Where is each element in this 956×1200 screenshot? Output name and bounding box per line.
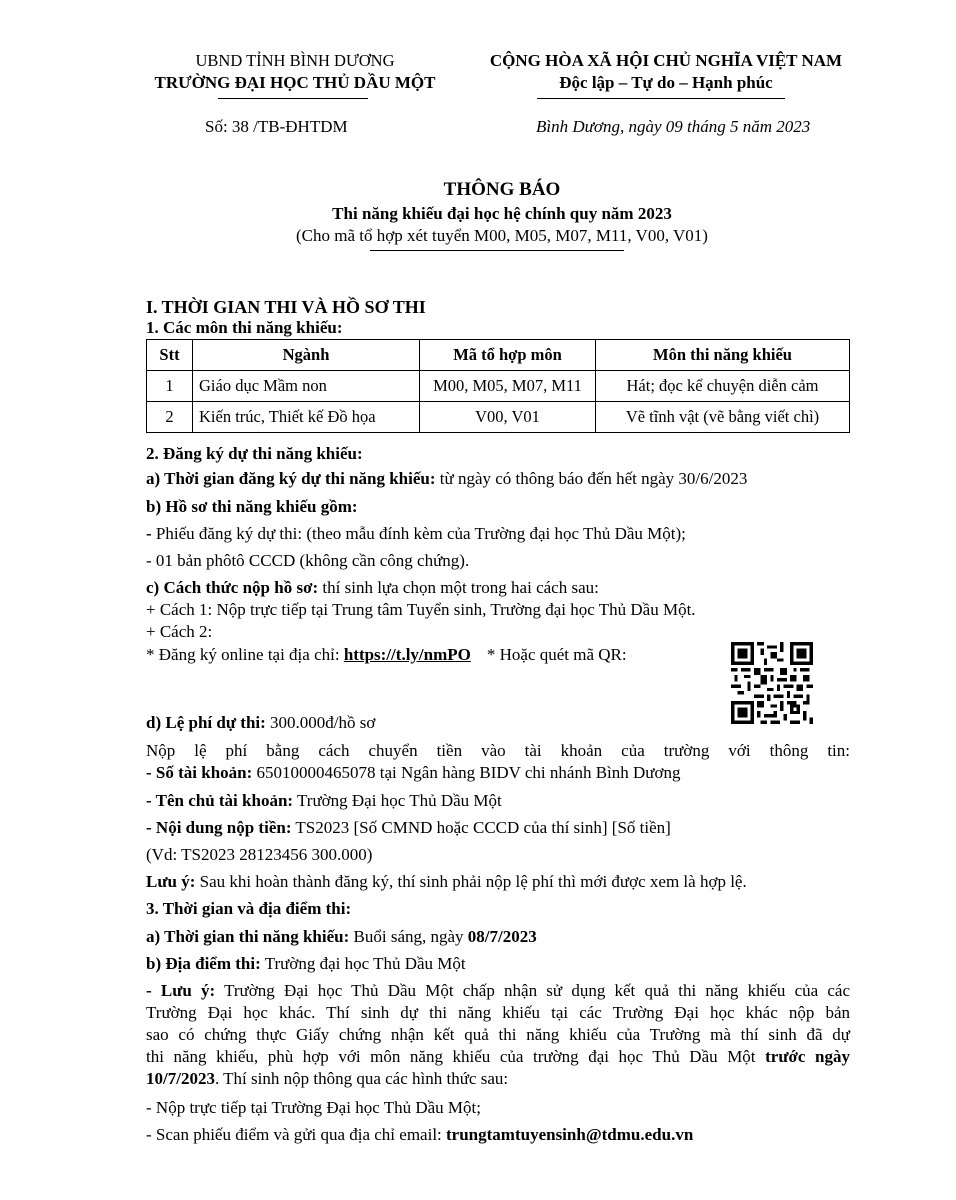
document-number: Số: 38 /TB-ĐHTDM: [205, 117, 348, 136]
cell-subject: Vẽ tĩnh vật (vẽ bằng viết chì): [596, 402, 850, 433]
document-subtitle: Thi năng khiếu đại học hệ chính quy năm 2023: [332, 204, 672, 223]
deadline-prefix: trước ngày: [765, 1047, 851, 1066]
registration-period-label: a) Thời gian đăng ký dự thi năng khiếu:: [146, 469, 436, 488]
issuer-university: TRƯỜNG ĐẠI HỌC THỦ DẦU MỘT: [154, 73, 436, 92]
acceptance-note-line: Trường Đại học khác. Thí sinh dự thi năng khiếu tại các Trường Đại học khác nộp bản: [146, 1003, 850, 1022]
acceptance-note-text: Trường Đại học Thủ Dầu Một chấp nhận sử dụng kết quả thi năng khiếu của các: [215, 981, 850, 1000]
acceptance-note-text: . Thí sinh nộp thông qua các hình thức sau:: [214, 1069, 509, 1088]
acceptance-note-line: sao có chứng thực Giấy chứng nhận kết quả thi năng khiếu của Trường mà thí sinh đã dự: [146, 1025, 850, 1044]
subsection-exam-time-place: 3. Thời gian và địa điểm thi:: [146, 899, 352, 918]
bank-account: [146, 762, 858, 784]
national-motto-block: [466, 50, 866, 94]
submission-way-2: + Cách 2:: [146, 622, 213, 641]
fee-line: [146, 712, 858, 734]
cell-combination: V00, V01: [420, 402, 596, 433]
cell-major: Giáo dục Mầm non: [193, 371, 420, 402]
submission-method: [146, 577, 858, 599]
payment-note: [146, 871, 858, 893]
bank-account-text: 65010000465078 tại Ngân hàng BIDV chi nhánh Bình Dương: [252, 763, 681, 782]
online-registration-prefix: * Đăng ký online tại địa chỉ:: [146, 645, 344, 664]
exam-date: 08/7/2023: [467, 927, 537, 946]
transfer-content: [146, 817, 858, 839]
fee-instructions: Nộp lệ phí bằng cách chuyển tiền vào tài khoản của trường với thông tin:: [146, 741, 850, 760]
deadline-date: 10/7/2023: [146, 1069, 215, 1088]
cell-subject: Hát; đọc kể chuyện diễn cảm: [596, 371, 850, 402]
national-title: CỘNG HÒA XÃ HỘI CHỦ NGHĨA VIỆT NAM: [489, 51, 843, 70]
national-motto: Độc lập – Tự do – Hạnh phúc: [559, 73, 773, 92]
exam-place-label: b) Địa điểm thi:: [146, 954, 261, 973]
subjects-table: [146, 339, 850, 433]
payment-note-text: Sau khi hoàn thành đăng ký, thí sinh phải nộp lệ phí thì mới được xem là hợp lệ.: [195, 872, 747, 891]
email-address-link[interactable]: trungtamtuyensinh@tdmu.edu.vn: [446, 1125, 694, 1144]
submission-way-1: + Cách 1: Nộp trực tiếp tại Trung tâm Tuyển sinh, Trường đại học Thủ Dầu Một.: [146, 600, 696, 619]
submission-email-text: - Scan phiếu điểm và gửi qua địa chỉ email:: [146, 1125, 447, 1144]
payment-note-label: Lưu ý:: [146, 872, 196, 891]
issuer-block: [140, 50, 450, 94]
account-owner-label: - Tên chủ tài khoản:: [146, 791, 294, 810]
col-header-combination: Mã tổ hợp môn: [420, 340, 596, 371]
submission-email: [146, 1124, 858, 1146]
col-header-subject: Môn thi năng khiếu: [596, 340, 850, 371]
exam-time-label: a) Thời gian thi năng khiếu:: [146, 927, 350, 946]
cell-stt: 1: [147, 371, 193, 402]
document-title: THÔNG BÁO: [443, 179, 561, 200]
dossier-item: [146, 523, 858, 545]
subsection-subjects: 1. Các môn thi năng khiếu:: [146, 318, 343, 337]
table-row: [147, 402, 850, 433]
dossier-item-text: Phiếu đăng ký dự thi: (theo mẫu đính kèm của Trường đại học Thủ Dầu Một);: [151, 524, 686, 543]
registration-period: [146, 468, 858, 490]
motto-underline: [537, 98, 785, 99]
transfer-example: (Vd: TS2023 28123456 300.000): [146, 845, 373, 864]
issuer-underline: [218, 98, 368, 99]
issuer-province: UBND TỈNH BÌNH DƯƠNG: [195, 51, 395, 70]
fee-label: d) Lệ phí dự thi:: [146, 713, 266, 732]
registration-link[interactable]: https://t.ly/nmPO: [343, 645, 471, 664]
table-header-row: [147, 340, 850, 371]
col-header-major: Ngành: [193, 340, 420, 371]
submission-direct: - Nộp trực tiếp tại Trường Đại học Thủ Dầu Một;: [146, 1098, 481, 1117]
title-underline: [370, 250, 624, 251]
cell-stt: 2: [147, 402, 193, 433]
submission-method-text: thí sinh lựa chọn một trong hai cách sau:: [318, 578, 599, 597]
submission-method-label: c) Cách thức nộp hồ sơ:: [146, 578, 319, 597]
acceptance-note-line: [146, 980, 850, 1002]
acceptance-note-label: - Lưu ý:: [146, 981, 216, 1000]
qr-instruction: * Hoặc quét mã QR:: [486, 645, 627, 664]
col-header-stt: Stt: [147, 340, 193, 371]
exam-place: [146, 953, 858, 975]
acceptance-note-line: [146, 1068, 858, 1090]
document-scope-note: (Cho mã tổ hợp xét tuyển M00, M05, M07, M11, V00, V01): [296, 226, 708, 245]
dossier-heading: b) Hồ sơ thi năng khiếu gồm:: [146, 497, 358, 516]
exam-time: [146, 926, 858, 948]
fee-amount: 300.000đ/hồ sơ: [265, 713, 376, 732]
exam-place-text: Trường đại học Thủ Dầu Một: [260, 954, 466, 973]
account-owner: [146, 790, 858, 812]
dossier-item-dash: -: [146, 524, 152, 543]
transfer-content-text: TS2023 [Số CMND hoặc CCCD của thí sinh] [Số tiền]: [291, 818, 671, 837]
cell-combination: M00, M05, M07, M11: [420, 371, 596, 402]
account-owner-text: Trường Đại học Thủ Dầu Một: [293, 791, 502, 810]
subsection-registration: 2. Đăng ký dự thi năng khiếu:: [146, 444, 363, 463]
acceptance-note-line: [146, 1046, 850, 1068]
transfer-content-label: - Nội dung nộp tiền:: [146, 818, 292, 837]
exam-time-text: Buổi sáng, ngày: [349, 927, 468, 946]
section-heading: I. THỜI GIAN THI VÀ HỒ SƠ THI: [146, 297, 426, 317]
place-date: Bình Dương, ngày 09 tháng 5 năm 2023: [536, 117, 811, 136]
acceptance-note-text: thi năng khiếu, phù hợp với môn năng khiếu của trường đại học Thủ Dầu Một: [146, 1047, 766, 1066]
registration-period-text: từ ngày có thông báo đến hết ngày 30/6/2023: [435, 469, 748, 488]
table-row: [147, 371, 850, 402]
dossier-item: - 01 bản phôtô CCCD (không cần công chứng).: [146, 551, 470, 570]
bank-account-label: - Số tài khoản:: [146, 763, 253, 782]
cell-major: Kiến trúc, Thiết kế Đồ họa: [193, 402, 420, 433]
